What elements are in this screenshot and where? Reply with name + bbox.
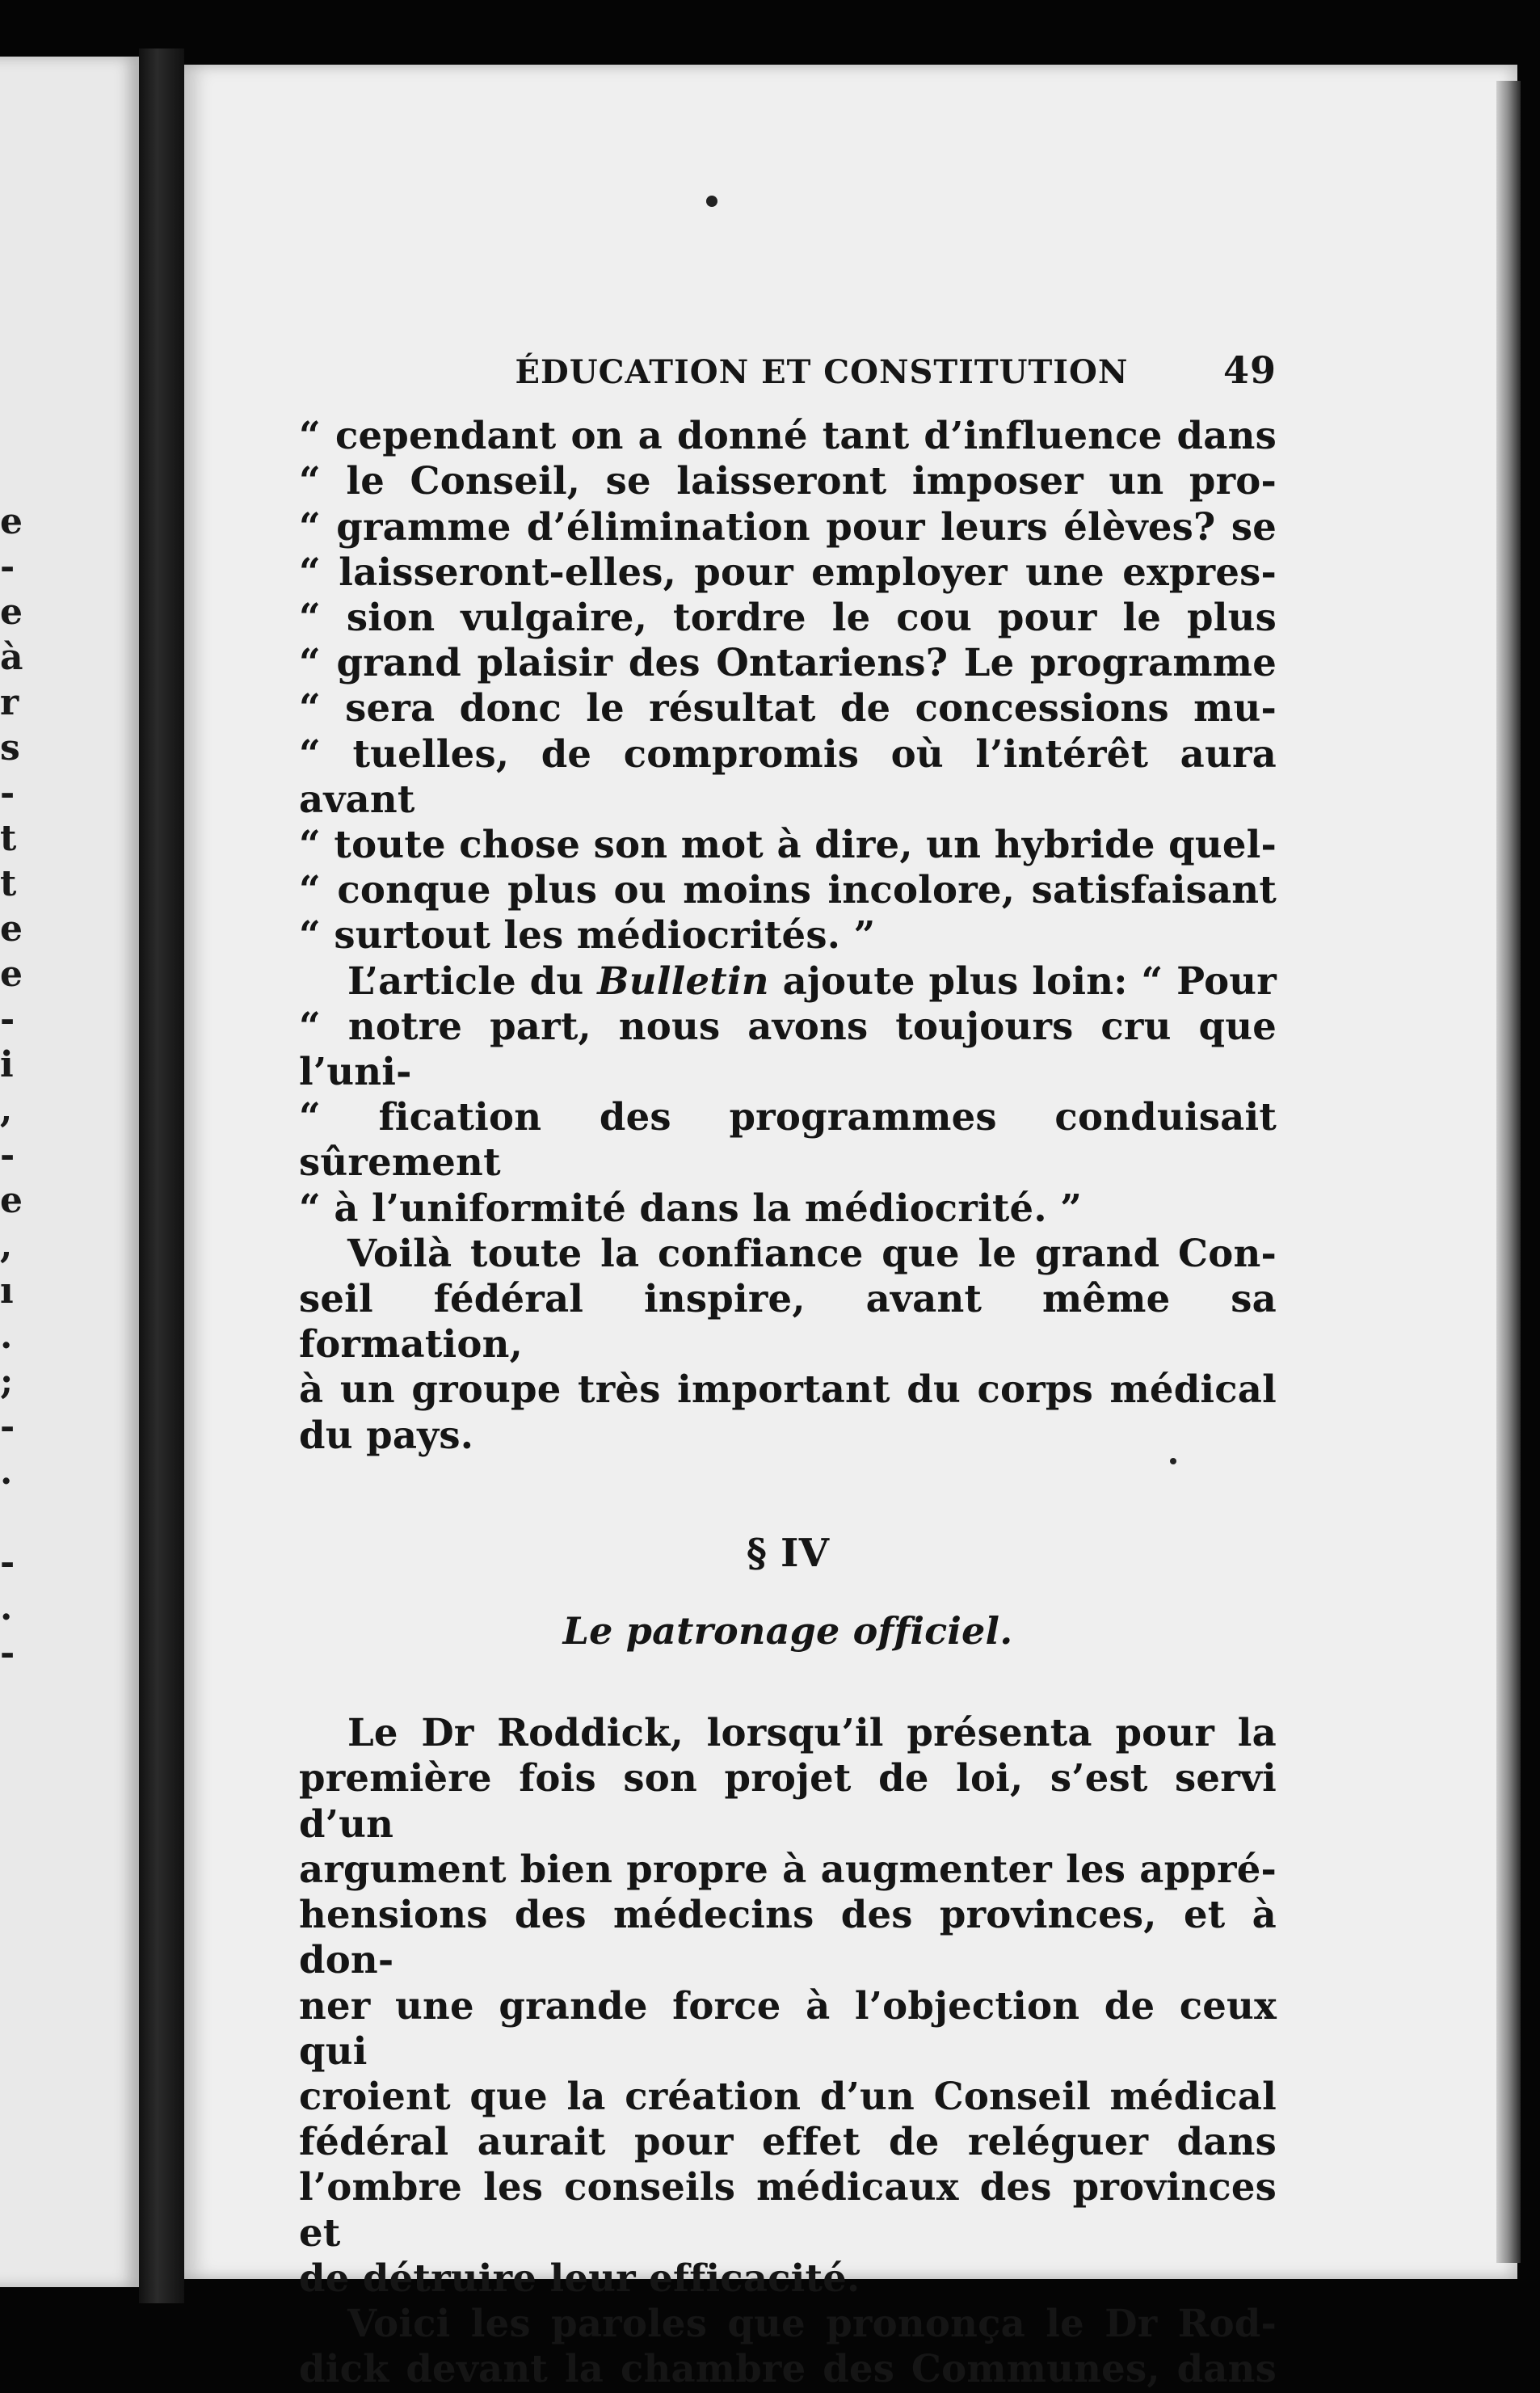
text-line: “ sion vulgaire, tordre le cou pour le plus [299, 595, 1277, 640]
text-line: seil fédéral inspire, avant même sa formation, [299, 1276, 1277, 1367]
text-line: Voici les paroles que prononça le Dr Rod- [347, 2300, 1277, 2345]
text-line: Voilà toute la confiance que le grand Con- [347, 1230, 1277, 1275]
text-line: ner une grande force à l’objection de ceux qui [299, 1982, 1277, 2073]
text-line: dick devant la chambre des Communes, dans [299, 2346, 1277, 2391]
text-fragment: L’article du [347, 958, 598, 1003]
text-line [299, 958, 1277, 1004]
left-page [0, 57, 144, 2287]
text-line: “ notre part, nous avons toujours cru que l’uni- [299, 1003, 1277, 1094]
text-line: “ conque plus ou moins incolore, satisfaisant [299, 867, 1277, 912]
section-subtitle: Le patronage officiel. [562, 1609, 1013, 1654]
text-line: “ gramme d’élimination pour leurs élèves? se [299, 503, 1277, 549]
italic-title: Bulletin [597, 958, 769, 1003]
text-line: “ grand plaisir des Ontariens? Le programme [299, 640, 1277, 685]
text-line: Le Dr Roddick, lorsqu’il présenta pour la [347, 1710, 1277, 1755]
page-edge [1496, 81, 1521, 2263]
text-line: “ à l’uniformité dans la médiocrité. ” [299, 1185, 1083, 1230]
text-line: de détruire leur efficacité. [299, 2255, 860, 2300]
text-line: du pays. [299, 1412, 474, 1457]
running-header [299, 348, 1277, 395]
text-line: “ cependant on a donné tant d’influence dans [299, 413, 1277, 458]
quote-paragraph [299, 413, 1277, 958]
text-line: “ le Conseil, se laisseront imposer un pro- [299, 458, 1277, 503]
running-title: ÉDUCATION ET CONSTITUTION [515, 353, 1129, 391]
voici-paragraph [299, 2301, 1277, 2391]
text-line: “ laisseront-elles, pour employer une expres- [299, 549, 1277, 594]
text-line: fédéral aurait pour effet de reléguer dans [299, 2119, 1277, 2164]
text-line: “ surtout les médiocrités. ” [299, 912, 876, 958]
page-number: 49 [1222, 348, 1277, 392]
ink-speck [706, 196, 717, 207]
section-heading: § IV [746, 1530, 830, 1576]
roddick-paragraph [299, 1710, 1277, 2301]
text-line: “ sera donc le résultat de concessions mu- [299, 685, 1277, 731]
page-text [299, 348, 1277, 2391]
text-fragment: ajoute plus loin: “ Pour [768, 958, 1277, 1003]
text-line: “ fication des programmes conduisait sûrement [299, 1094, 1277, 1185]
text-line: hensions des médecins des provinces, et à don- [299, 1892, 1277, 1982]
text-line: première fois son projet de loi, s’est servi d’un [299, 1755, 1277, 1846]
text-line: “ tuelles, de compromis où l’intérêt aura avant [299, 731, 1277, 821]
article-paragraph [299, 958, 1277, 1231]
left-page-cut-text: e - e à r s - t t e e - i , - e , ı . ; - . - . - [0, 501, 23, 1674]
text-line: argument bien propre à augmenter les appré- [299, 1846, 1277, 1891]
text-line: à un groupe très important du corps médical [299, 1367, 1277, 1412]
text-line: “ toute chose son mot à dire, un hybride quel- [299, 822, 1277, 867]
text-line: l’ombre les conseils médicaux des provinces et [299, 2164, 1277, 2255]
book-gutter [139, 48, 184, 2303]
text-line: croient que la création d’un Conseil médical [299, 2073, 1277, 2118]
voila-paragraph [299, 1231, 1277, 1458]
